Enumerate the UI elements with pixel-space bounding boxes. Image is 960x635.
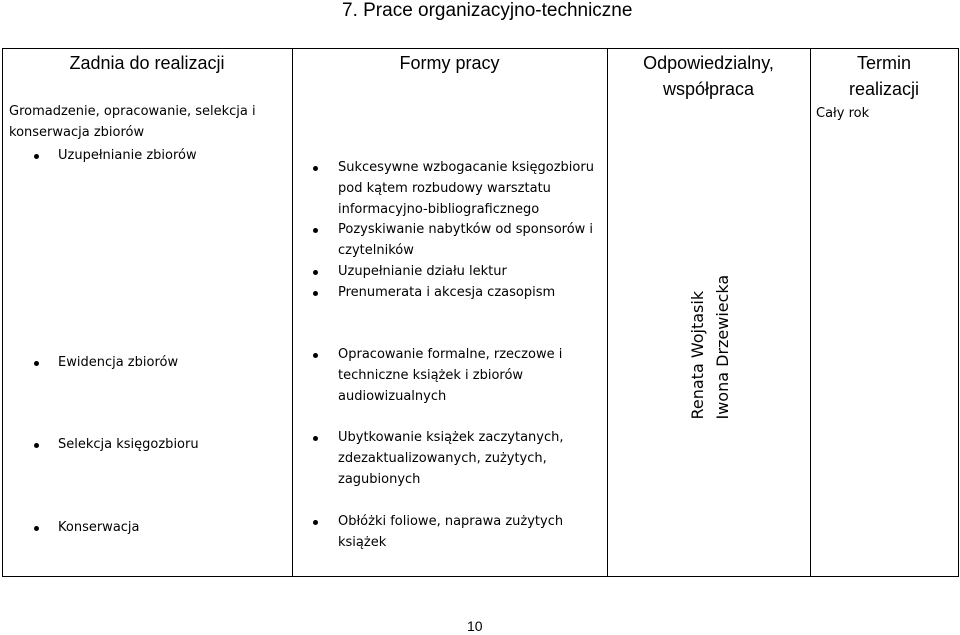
bullet-icon (313, 436, 318, 441)
form-7-line1: Obłóżki foliowe, naprawa zużytych (338, 514, 564, 529)
responsible-person-1: Renata Wojtasik (688, 290, 707, 420)
task-item-selekcja: Selekcja księgozbioru (58, 437, 199, 452)
header-tasks: Zadnia do realizacji (69, 53, 225, 73)
responsible-person-2: Iwona Drzewiecka (713, 274, 732, 420)
task-item-ewidencja: Ewidencja zbiorów (58, 355, 179, 370)
form-2-line2: czytelników (338, 243, 414, 258)
bullet-icon (313, 520, 318, 525)
bullet-icon (313, 291, 318, 296)
bullet-icon (34, 154, 39, 159)
form-6-line2: zdezaktualizowanych, zużytych, (338, 451, 547, 466)
task-intro-line2: konserwacja zbiorów (9, 125, 145, 140)
page-number: 10 (467, 618, 483, 634)
bullet-icon (34, 443, 39, 448)
header-forms: Formy pracy (399, 53, 500, 73)
responsible-cell (685, 255, 735, 420)
task-item-uzupelnianie: Uzupełnianie zbiorów (58, 148, 197, 163)
term-value: Cały rok (816, 106, 870, 121)
form-6-line1: Ubytkowanie książek zaczytanych, (338, 430, 564, 445)
form-5-line3: audiowizualnych (338, 389, 447, 404)
form-7-line2: książek (338, 535, 387, 550)
header-responsible-line1: Odpowiedzialny, (643, 53, 774, 73)
bullet-icon (313, 353, 318, 358)
header-term-line1: Termin (856, 53, 911, 73)
task-intro-line1: Gromadzenie, opracowanie, selekcja i (9, 104, 256, 119)
header-term-line2: realizacji (848, 79, 920, 99)
form-1-line1: Sukcesywne wzbogacanie księgozbioru (338, 160, 594, 175)
header-responsible-line2: współpraca (662, 79, 755, 99)
bullet-icon (313, 166, 318, 171)
bullet-icon (313, 228, 318, 233)
form-1-line3: informacyjno-bibliograficznego (338, 202, 540, 217)
bullet-icon (313, 270, 318, 275)
form-1-line2: pod kątem rozbudowy warsztatu (338, 181, 551, 196)
form-3: Uzupełnianie działu lektur (338, 264, 507, 279)
form-6-line3: zagubionych (338, 472, 421, 487)
section-title: 7. Prace organizacyjno-techniczne (342, 0, 633, 21)
bullet-icon (34, 361, 39, 366)
form-5-line2: techniczne książek i zbiorów (338, 368, 524, 383)
task-item-konserwacja: Konserwacja (58, 520, 140, 535)
bullet-icon (34, 526, 39, 531)
form-4: Prenumerata i akcesja czasopism (338, 285, 556, 300)
form-5-line1: Opracowanie formalne, rzeczowe i (338, 347, 563, 362)
form-2-line1: Pozyskiwanie nabytków od sponsorów i (338, 222, 594, 237)
